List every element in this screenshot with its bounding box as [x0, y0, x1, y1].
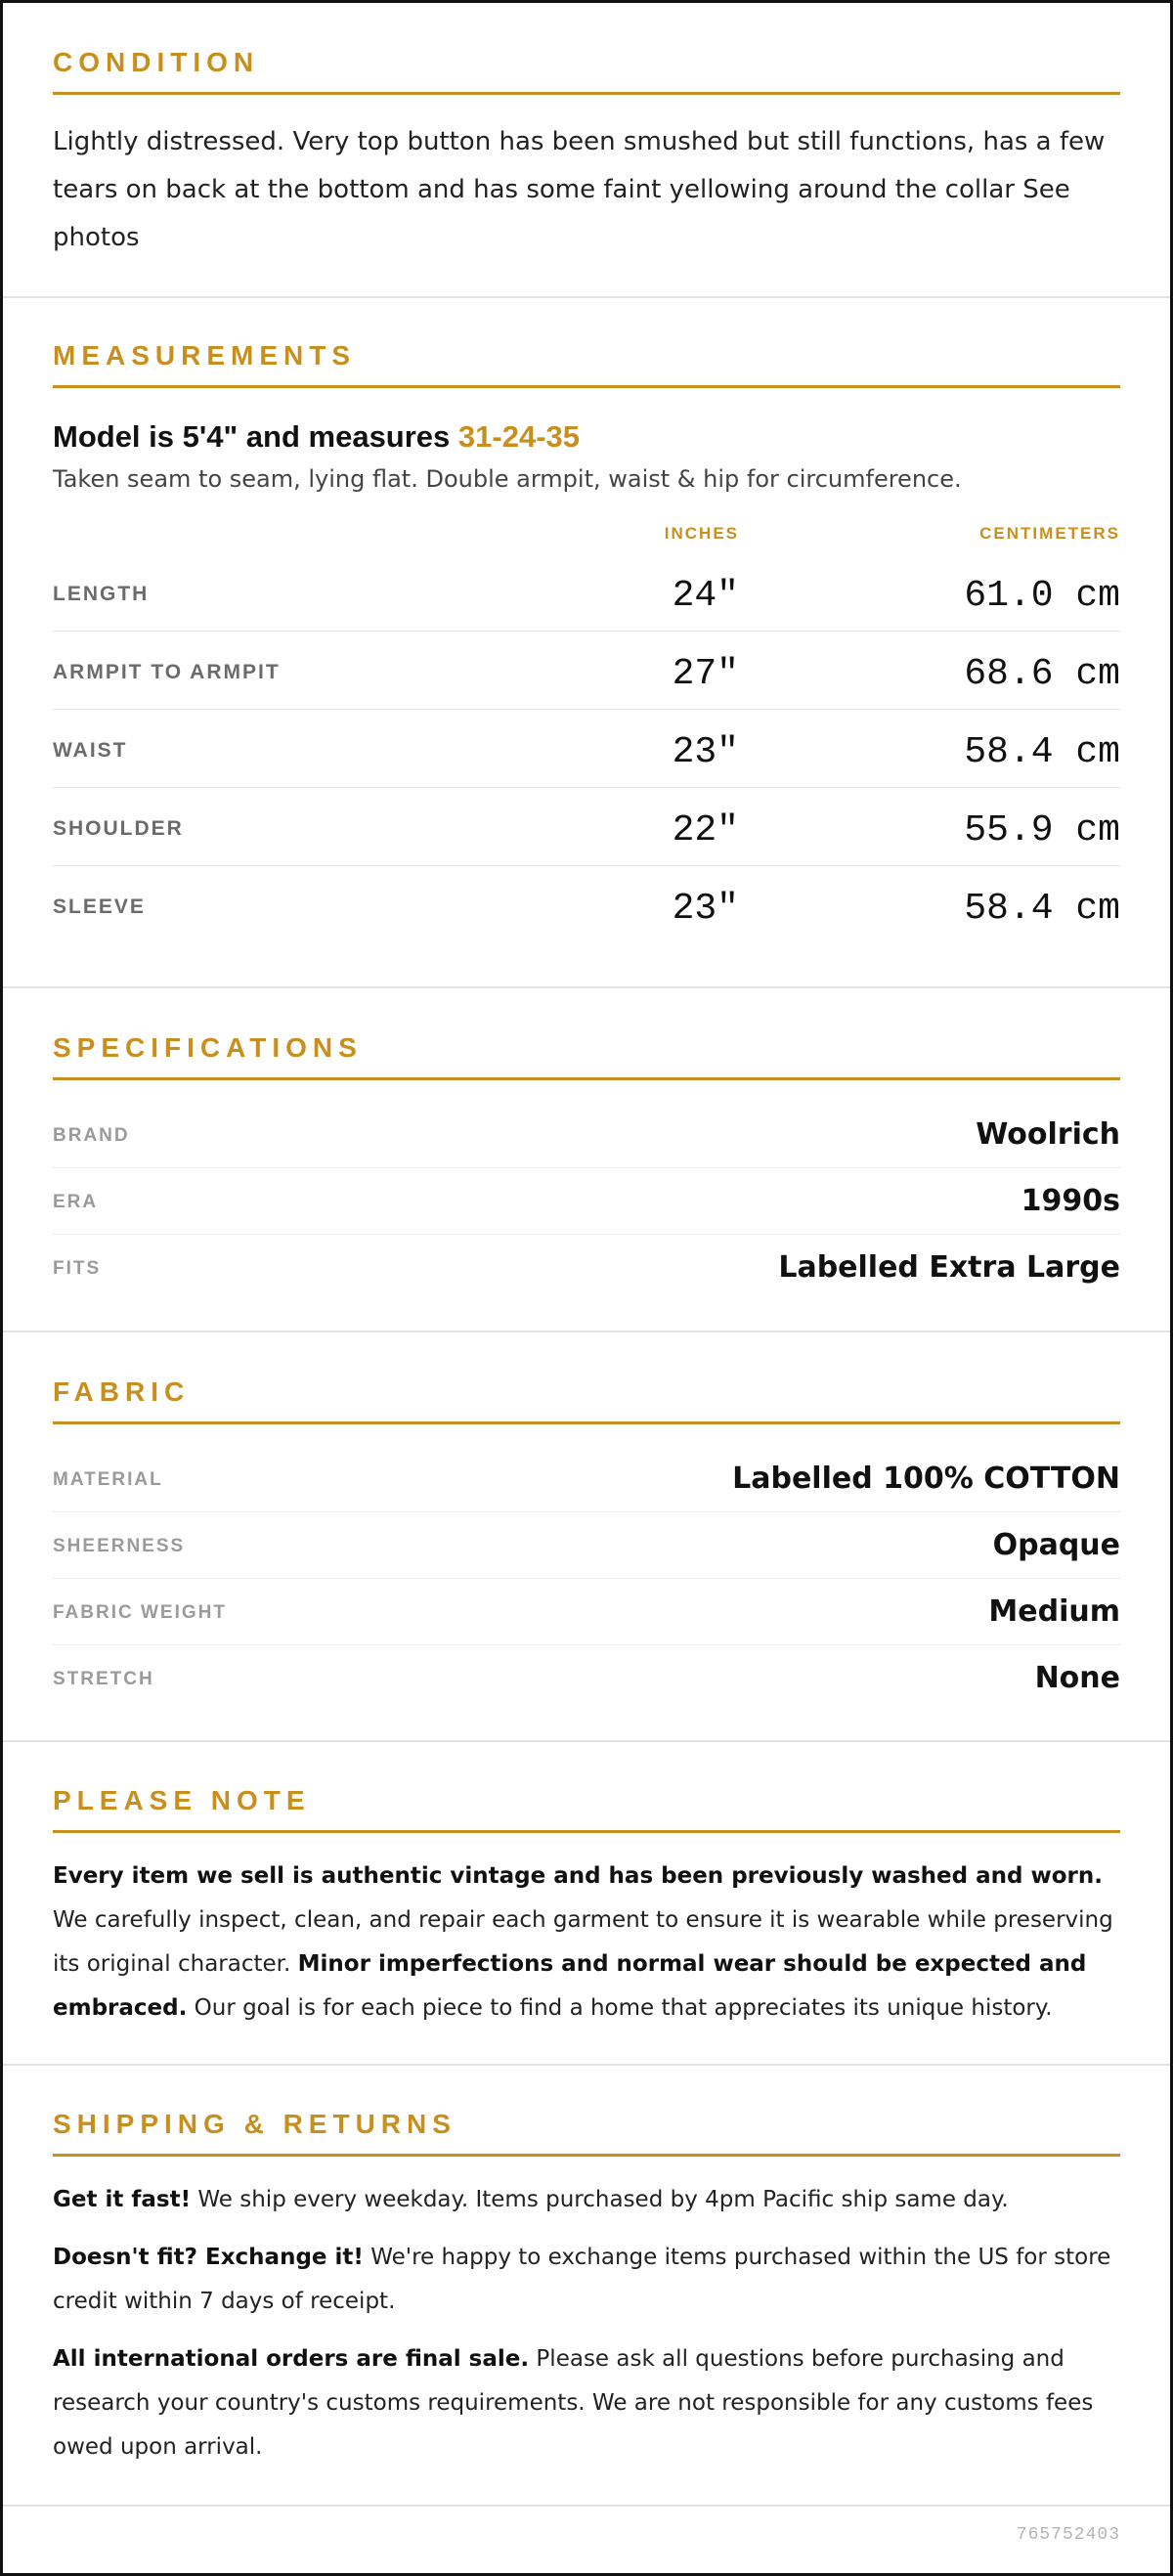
shipping-text-2: We're happy to exchange items purchased within the US for store credit within 7 days of receipt. — [53, 2245, 1111, 2314]
please-note-section — [3, 1742, 1170, 2066]
condition-text: Lightly distressed. Very top button has been smushed but still functions, has a few tears on back at the bottom and has some faint yellowing around the collar See photos — [53, 127, 1106, 252]
spec-value: 1990s — [1021, 1184, 1120, 1218]
measurement-label: SLEEVE — [53, 895, 146, 918]
fabric-row-stretch — [53, 1645, 1120, 1711]
fabric-key: SHEERNESS — [53, 1536, 186, 1556]
note-text-2: Our goal is for each piece to find a home that appreciates its unique history. — [187, 1995, 1053, 2021]
measurement-inches: 27" — [672, 653, 739, 695]
fabric-row-weight — [53, 1579, 1120, 1645]
fabric-row-material — [53, 1446, 1120, 1512]
measurement-row-armpit — [53, 632, 1120, 710]
measurements-heading: MEASUREMENTS — [53, 342, 1120, 388]
measurement-inches: 23" — [672, 888, 739, 930]
measurement-label: ARMPIT TO ARMPIT — [53, 661, 281, 683]
measurement-column-headers — [53, 524, 1120, 553]
fabric-key: FABRIC WEIGHT — [53, 1602, 227, 1623]
model-info-prefix: Model is 5'4" and measures — [53, 419, 458, 454]
spec-key: ERA — [53, 1192, 99, 1212]
measurement-row-sleeve — [53, 866, 1120, 943]
fabric-section — [3, 1332, 1170, 1742]
spec-key: FITS — [53, 1258, 102, 1279]
please-note-text — [53, 1855, 1120, 2030]
measurement-cm: 58.4 cm — [964, 731, 1120, 773]
shipping-paragraph-3 — [53, 2337, 1120, 2469]
shipping-bold-3: All international orders are final sale. — [53, 2346, 530, 2372]
fabric-value: Medium — [988, 1594, 1120, 1629]
shipping-bold-2: Doesn't fit? Exchange it! — [53, 2245, 364, 2270]
shipping-bold-1: Get it fast! — [53, 2187, 192, 2212]
fabric-row-sheerness — [53, 1512, 1120, 1579]
sku-number: 765752403 — [1016, 2525, 1120, 2545]
measurement-row-length — [53, 553, 1120, 632]
model-measures: 31-24-35 — [457, 419, 580, 454]
spec-row-brand — [53, 1102, 1120, 1168]
measurement-cm: 58.4 cm — [964, 888, 1120, 930]
spec-value: Woolrich — [976, 1117, 1120, 1152]
shipping-text-3: Please ask all questions before purchasing and research your country's customs requirements. We are not responsible for any customs fees owed upon arrival. — [53, 2346, 1094, 2460]
measurement-label: LENGTH — [53, 583, 150, 605]
shipping-paragraph-1 — [53, 2178, 1120, 2222]
fabric-value: Labelled 100% COTTON — [732, 1462, 1120, 1496]
note-bold-2: Minor imperfections and normal wear should be expected and embraced. — [53, 1951, 1087, 2021]
measurement-cm: 68.6 cm — [964, 653, 1120, 695]
measurement-row-waist — [53, 710, 1120, 788]
spec-row-era — [53, 1168, 1120, 1235]
measurement-cm: 55.9 cm — [964, 809, 1120, 851]
please-note-heading: PLEASE NOTE — [53, 1787, 1120, 1833]
shipping-heading: SHIPPING & RETURNS — [53, 2111, 1120, 2157]
note-text-1: We carefully inspect, clean, and repair each garment to ensure it is wearable while preserving its original character. — [53, 1907, 1113, 1977]
spec-row-fits — [53, 1235, 1120, 1300]
measurement-row-shoulder — [53, 788, 1120, 866]
spec-value: Labelled Extra Large — [778, 1250, 1120, 1285]
fabric-key: MATERIAL — [53, 1469, 163, 1490]
condition-heading: CONDITION — [53, 49, 1120, 95]
fabric-key: STRETCH — [53, 1669, 154, 1689]
centimeters-column-header: CENTIMETERS — [979, 524, 1120, 543]
shipping-paragraph-2 — [53, 2236, 1120, 2324]
fabric-value: None — [1034, 1661, 1120, 1695]
shipping-section — [3, 2066, 1170, 2507]
measurement-inches: 22" — [672, 809, 739, 851]
shipping-text-1: We ship every weekday. Items purchased by 4pm Pacific ship same day. — [191, 2187, 1009, 2212]
measurement-inches: 23" — [672, 731, 739, 773]
note-bold-1: Every item we sell is authentic vintage and has been previously washed and worn. — [53, 1863, 1103, 1889]
fabric-list — [53, 1446, 1120, 1711]
measurement-label: WAIST — [53, 739, 128, 762]
condition-section — [3, 3, 1170, 298]
model-info — [53, 421, 1120, 452]
measurement-table — [53, 553, 1120, 943]
measurement-label: SHOULDER — [53, 817, 184, 840]
fabric-value: Opaque — [992, 1528, 1120, 1562]
specifications-list — [53, 1102, 1120, 1300]
spec-key: BRAND — [53, 1125, 130, 1146]
specifications-section — [3, 988, 1170, 1332]
measurement-inches: 24" — [672, 575, 739, 617]
inches-column-header: INCHES — [664, 524, 739, 543]
measurement-note: Taken seam to seam, lying flat. Double armpit, waist & hip for circumference. — [53, 465, 962, 493]
specifications-heading: SPECIFICATIONS — [53, 1034, 1120, 1080]
measurements-section — [3, 298, 1170, 988]
measurement-cm: 61.0 cm — [964, 575, 1120, 617]
fabric-heading: FABRIC — [53, 1378, 1120, 1424]
